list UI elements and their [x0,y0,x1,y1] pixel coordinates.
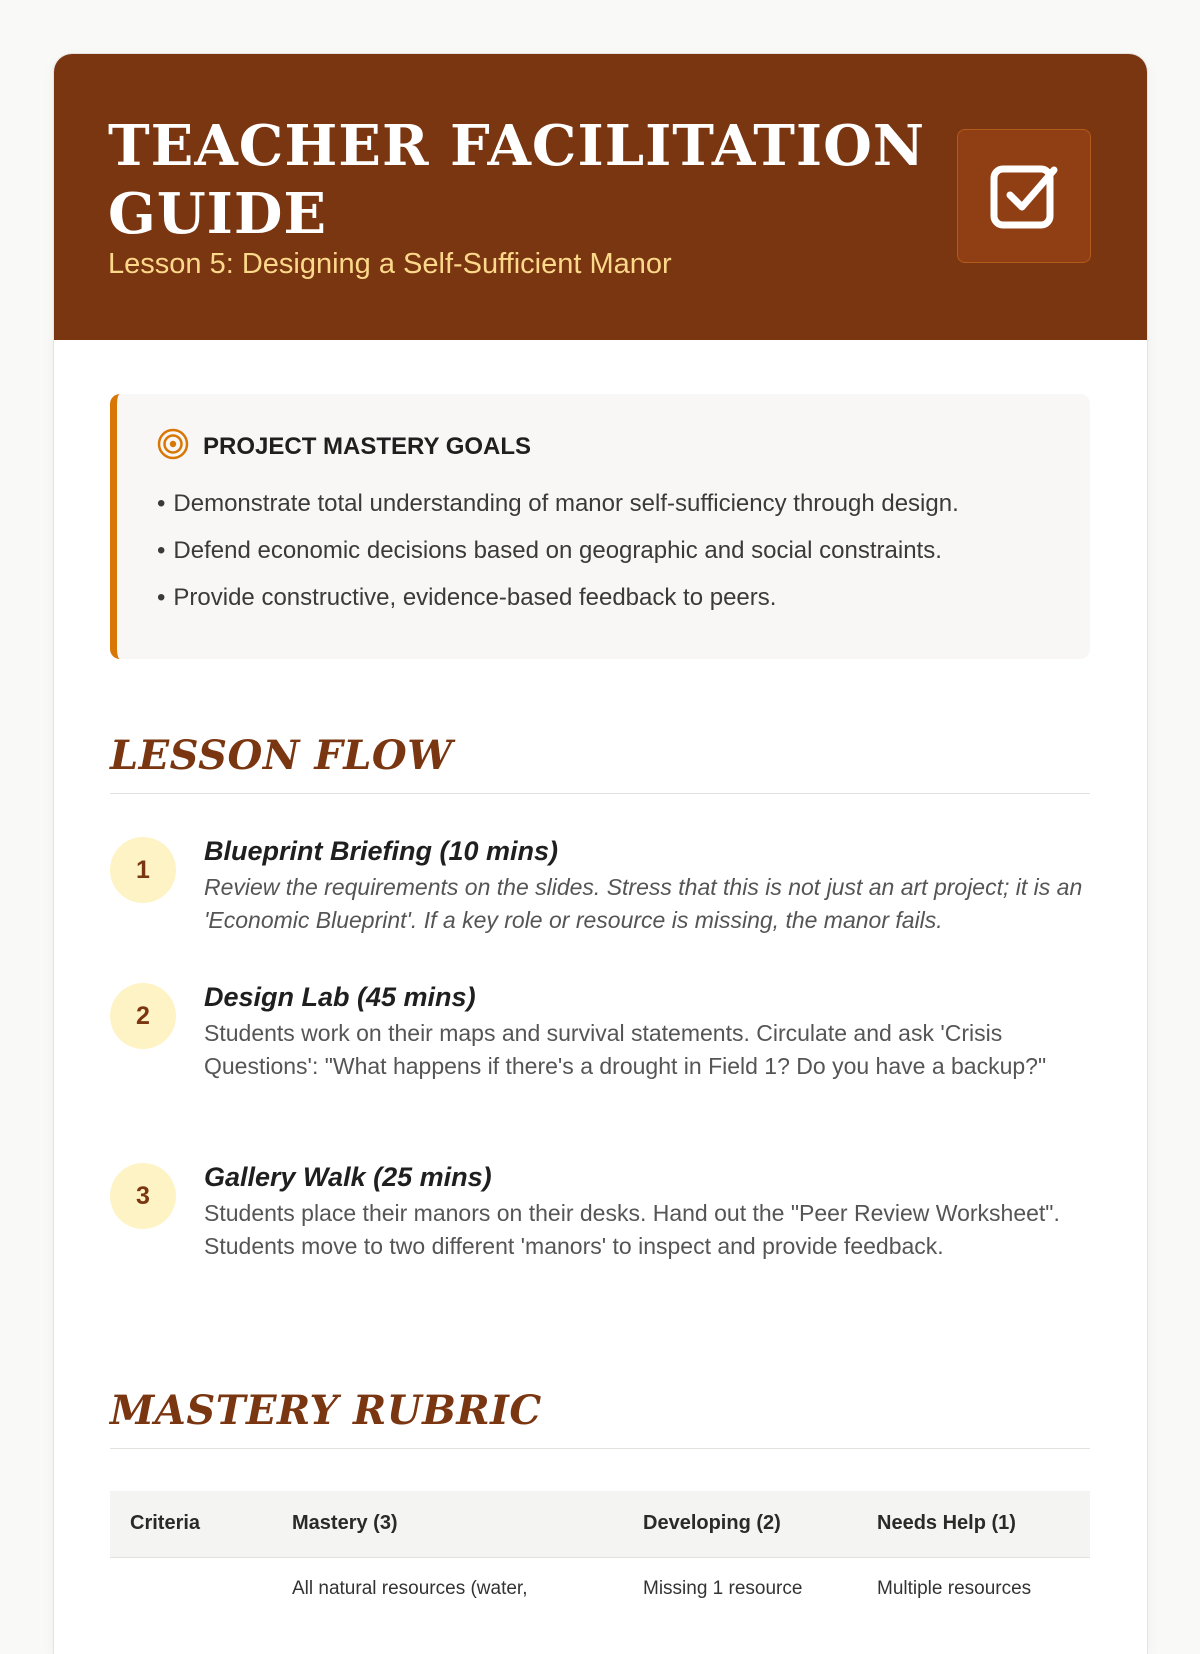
table-cell: Missing 1 resource [643,1577,803,1599]
mastery-rubric-heading: MASTERY RUBRIC [110,1387,542,1434]
step-title: Gallery Walk (25 mins) [204,1162,492,1192]
checkbox-check-icon [957,129,1091,263]
column-header: Criteria [110,1491,272,1557]
step-title: Blueprint Briefing (10 mins) [204,836,559,866]
step-number-badge: 3 [110,1163,176,1229]
step-description: Review the requirements on the slides. Stress that this is not just an art project; it is an 'Economic Blueprint'. If a key role or resource is missing, the manor fails. [204,874,1083,933]
rubric-table [110,1491,1090,1620]
table-cell: All natural resources (water, [292,1577,528,1599]
goal-item: • Defend economic decisions based on geographic and social constraints. [157,527,959,574]
guide-card [54,54,1147,1654]
goals-list [157,480,959,621]
divider [110,1448,1090,1449]
table-cell [110,1557,272,1620]
column-header: Needs Help (1) [857,1491,1090,1557]
lesson-flow-heading: LESSON FLOW [110,732,453,779]
step-description: Students place their manors on their desks. Hand out the "Peer Review Worksheet". Students move to two different 'manors' to inspect and provide feedback. [204,1200,1060,1259]
step-description: Students work on their maps and survival statements. Circulate and ask 'Crisis Questions': "What happens if there's a drought in Field 1? Do you have a backup?" [204,1020,1047,1079]
page-title: TEACHER FACILITATION GUIDE [108,113,926,247]
target-icon [157,428,189,465]
column-header: Developing (2) [623,1491,857,1557]
goal-item: • Provide constructive, evidence-based feedback to peers. [157,574,959,621]
step-number-badge: 2 [110,983,176,1049]
table-cell: Multiple resources [877,1577,1032,1599]
page-subtitle: Lesson 5: Designing a Self-Sufficient Manor [108,248,672,280]
goals-title: PROJECT MASTERY GOALS [203,432,532,460]
divider [110,793,1090,794]
step-title: Design Lab (45 mins) [204,982,476,1012]
header [54,54,1147,340]
table-header-row [110,1491,1090,1557]
goal-item: • Demonstrate total understanding of manor self-sufficiency through design. [157,480,959,527]
step-number-badge: 1 [110,837,176,903]
table-row [110,1557,1090,1620]
column-header: Mastery (3) [272,1491,623,1557]
mastery-goals-panel [110,394,1090,659]
